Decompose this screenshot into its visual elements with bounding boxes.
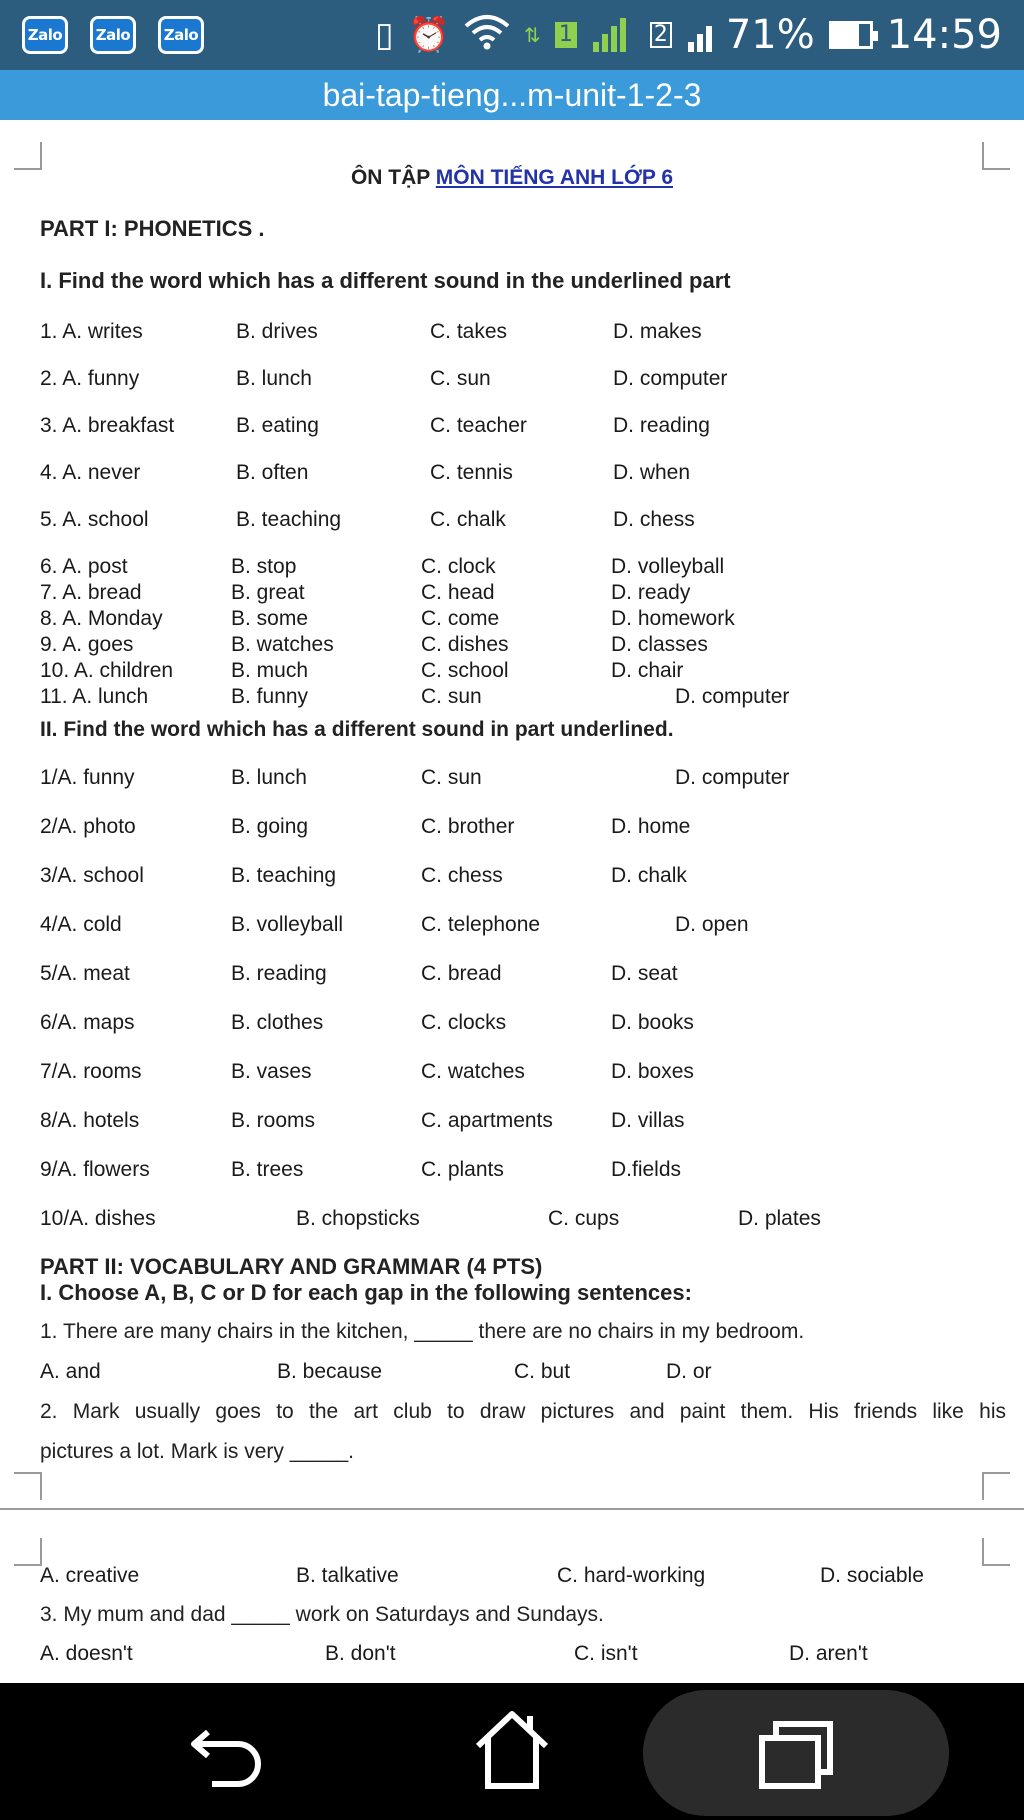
option-d: D. classes xyxy=(611,633,708,656)
option-d: D. computer xyxy=(675,766,790,789)
recents-icon[interactable] xyxy=(758,1720,834,1795)
question-1: 1. There are many chairs in the kitchen, _____ there are no chairs in my bedroom. xyxy=(40,1320,805,1343)
question-row xyxy=(0,685,1024,711)
option-c: C. sun xyxy=(430,367,491,390)
option-d: D. when xyxy=(613,461,691,484)
option-c: C. brother xyxy=(421,815,515,838)
data-transfer-icon: ⇅ xyxy=(524,23,541,47)
option-a: 3/A. school xyxy=(40,864,144,887)
question-row xyxy=(0,1011,1024,1037)
option-a: 6. A. post xyxy=(40,555,128,578)
option-d: D. books xyxy=(611,1011,694,1034)
option-c: C. telephone xyxy=(421,913,541,936)
option-c: C. clock xyxy=(421,555,496,578)
option-a: 8/A. hotels xyxy=(40,1109,140,1132)
option-a: 9/A. flowers xyxy=(40,1158,150,1181)
question-2-line2: pictures a lot. Mark is very _____. xyxy=(40,1440,354,1463)
question-row xyxy=(0,581,1024,607)
signal-sim2-icon xyxy=(688,18,712,52)
option-a: 2/A. photo xyxy=(40,815,136,838)
document-viewer[interactable] xyxy=(0,120,1024,1683)
option-d: D. or xyxy=(666,1360,712,1383)
option-b: B. because xyxy=(277,1360,383,1383)
option-c: C. sun xyxy=(421,685,482,708)
option-c: C. come xyxy=(421,607,500,630)
option-c: C. cups xyxy=(548,1207,620,1230)
option-d: D. home xyxy=(611,815,691,838)
option-b: B. some xyxy=(231,607,309,630)
option-a: 6/A. maps xyxy=(40,1011,135,1034)
heading-prefix: ÔN TẬP xyxy=(350,166,430,189)
option-b: B. don't xyxy=(325,1642,396,1665)
option-d: D. homework xyxy=(611,607,735,630)
question-row xyxy=(0,815,1024,841)
option-d: D. chair xyxy=(611,659,684,682)
option-a: 4/A. cold xyxy=(40,913,122,936)
option-c: C. watches xyxy=(421,1060,525,1083)
question-row xyxy=(0,607,1024,633)
option-a: 7/A. rooms xyxy=(40,1060,142,1083)
question-row xyxy=(0,367,1024,393)
option-d: D. computer xyxy=(613,367,728,390)
section3-instruction: I. Choose A, B, C or D for each gap in the following sentences: xyxy=(40,1280,692,1305)
option-c: C. plants xyxy=(421,1158,504,1181)
option-d: D. ready xyxy=(611,581,691,604)
option-c: C. bread xyxy=(421,962,502,985)
page-corner-mark xyxy=(14,1538,42,1566)
zalo-notification-icon: Zalo xyxy=(90,16,136,54)
option-d: D. seat xyxy=(611,962,678,985)
sim1-icon: 1 xyxy=(555,22,577,48)
option-b: B. great xyxy=(231,581,305,604)
option-b: B. funny xyxy=(231,685,309,708)
signal-sim1-icon xyxy=(593,18,626,52)
option-a: A. doesn't xyxy=(40,1642,133,1665)
option-a: 1/A. funny xyxy=(40,766,135,789)
option-b: B. rooms xyxy=(231,1109,316,1132)
clock-time: 14:59 xyxy=(886,12,1002,58)
question-3: 3. My mum and dad _____ work on Saturdays and Sundays. xyxy=(40,1603,604,1626)
zalo-notification-icon: Zalo xyxy=(22,16,68,54)
part1-heading: PART I: PHONETICS . xyxy=(40,216,265,241)
option-b: B. teaching xyxy=(231,864,337,887)
option-a: 2. A. funny xyxy=(40,367,140,390)
option-d: D. volleyball xyxy=(611,555,725,578)
option-b: B. trees xyxy=(231,1158,304,1181)
question-row xyxy=(0,461,1024,487)
question-3-options xyxy=(0,1642,1024,1668)
option-d: D. computer xyxy=(675,685,790,708)
option-b: B. watches xyxy=(231,633,334,656)
page-corner-mark xyxy=(982,1538,1010,1566)
option-c: C. apartments xyxy=(421,1109,553,1132)
document-heading xyxy=(0,166,1024,190)
option-b: B. talkative xyxy=(296,1564,399,1587)
question-2-line1: 2. Mark usually goes to the art club to draw pictures and paint them. His friends like his xyxy=(40,1400,1006,1423)
option-c: C. sun xyxy=(421,766,482,789)
option-b: B. teaching xyxy=(236,508,342,531)
option-b: B. much xyxy=(231,659,309,682)
battery-icon xyxy=(829,21,873,49)
heading-link[interactable]: MÔN TIẾNG ANH LỚP 6 xyxy=(435,166,674,189)
wifi-icon xyxy=(464,14,510,56)
option-c: C. but xyxy=(514,1360,571,1383)
option-d: D. open xyxy=(675,913,749,936)
option-a: A. and xyxy=(40,1360,101,1383)
question-row xyxy=(0,1060,1024,1086)
option-c: C. teacher xyxy=(430,414,527,437)
option-c: C. head xyxy=(421,581,495,604)
question-row xyxy=(0,1158,1024,1184)
option-a: 4. A. never xyxy=(40,461,141,484)
question-row xyxy=(0,1109,1024,1135)
option-c: C. tennis xyxy=(430,461,513,484)
option-d: D. reading xyxy=(613,414,710,437)
question-row xyxy=(0,555,1024,581)
option-b: B. reading xyxy=(231,962,327,985)
page-corner-mark xyxy=(982,1472,1010,1500)
alarm-icon: ⏰ xyxy=(407,15,451,55)
question-row xyxy=(0,508,1024,534)
document-title-bar[interactable] xyxy=(0,70,1024,120)
option-b: B. lunch xyxy=(236,367,312,390)
option-d: D. boxes xyxy=(611,1060,694,1083)
option-b: B. eating xyxy=(236,414,319,437)
option-d: D. chalk xyxy=(611,864,687,887)
option-a: 5/A. meat xyxy=(40,962,130,985)
option-b: B. drives xyxy=(236,320,318,343)
question-row xyxy=(0,1207,1024,1233)
option-c: C. clocks xyxy=(421,1011,507,1034)
option-c: C. chess xyxy=(421,864,503,887)
section1-instruction: I. Find the word which has a different sound in the underlined part xyxy=(40,268,731,293)
option-a: 11. A. lunch xyxy=(40,685,149,708)
option-a: 7. A. bread xyxy=(40,581,142,604)
option-d: D. sociable xyxy=(820,1564,924,1587)
option-b: B. going xyxy=(231,815,309,838)
option-c: C. dishes xyxy=(421,633,509,656)
question-row xyxy=(0,414,1024,440)
page-break-divider xyxy=(0,1508,1024,1510)
question-row xyxy=(0,320,1024,346)
status-bar xyxy=(0,0,1024,70)
option-a: 5. A. school xyxy=(40,508,149,531)
question-row xyxy=(0,864,1024,890)
option-c: C. chalk xyxy=(430,508,506,531)
question-1-options xyxy=(0,1360,1024,1386)
option-d: D. chess xyxy=(613,508,695,531)
option-b: B. lunch xyxy=(231,766,307,789)
option-c: C. takes xyxy=(430,320,508,343)
question-row xyxy=(0,962,1024,988)
battery-percent: 71% xyxy=(725,12,815,58)
option-a: 9. A. goes xyxy=(40,633,134,656)
option-a: A. creative xyxy=(40,1564,140,1587)
question-row xyxy=(0,766,1024,792)
option-a: 10. A. children xyxy=(40,659,174,682)
option-b: B. clothes xyxy=(231,1011,324,1034)
home-icon[interactable] xyxy=(474,1708,550,1795)
option-d: D. villas xyxy=(611,1109,685,1132)
question-row xyxy=(0,913,1024,939)
document-title: bai-tap-tieng...m-unit-1-2-3 xyxy=(322,77,702,113)
option-b: B. volleyball xyxy=(231,913,344,936)
zalo-notification-icon: Zalo xyxy=(158,16,204,54)
vibrate-icon: ▯ xyxy=(374,15,394,55)
section2-instruction: II. Find the word which has a different sound in part underlined. xyxy=(40,718,674,741)
option-a: 1. A. writes xyxy=(40,320,143,343)
back-icon[interactable] xyxy=(190,1718,266,1793)
page-corner-mark xyxy=(14,1472,42,1500)
question-2-options xyxy=(0,1564,1024,1590)
option-c: C. school xyxy=(421,659,509,682)
option-b: B. vases xyxy=(231,1060,312,1083)
sim2-icon: 2 xyxy=(650,22,672,48)
question-row xyxy=(0,659,1024,685)
option-d: D. plates xyxy=(738,1207,821,1230)
option-a: 8. A. Monday xyxy=(40,607,163,630)
option-b: B. often xyxy=(236,461,309,484)
option-c: C. isn't xyxy=(574,1642,638,1665)
option-a: 10/A. dishes xyxy=(40,1207,156,1230)
option-b: B. stop xyxy=(231,555,297,578)
part2-heading: PART II: VOCABULARY AND GRAMMAR (4 PTS) xyxy=(40,1254,543,1279)
question-row xyxy=(0,633,1024,659)
option-c: C. hard-working xyxy=(557,1564,706,1587)
option-d: D.fields xyxy=(611,1158,682,1181)
option-a: 3. A. breakfast xyxy=(40,414,175,437)
option-d: D. makes xyxy=(613,320,702,343)
option-b: B. chopsticks xyxy=(296,1207,420,1230)
option-d: D. aren't xyxy=(789,1642,868,1665)
